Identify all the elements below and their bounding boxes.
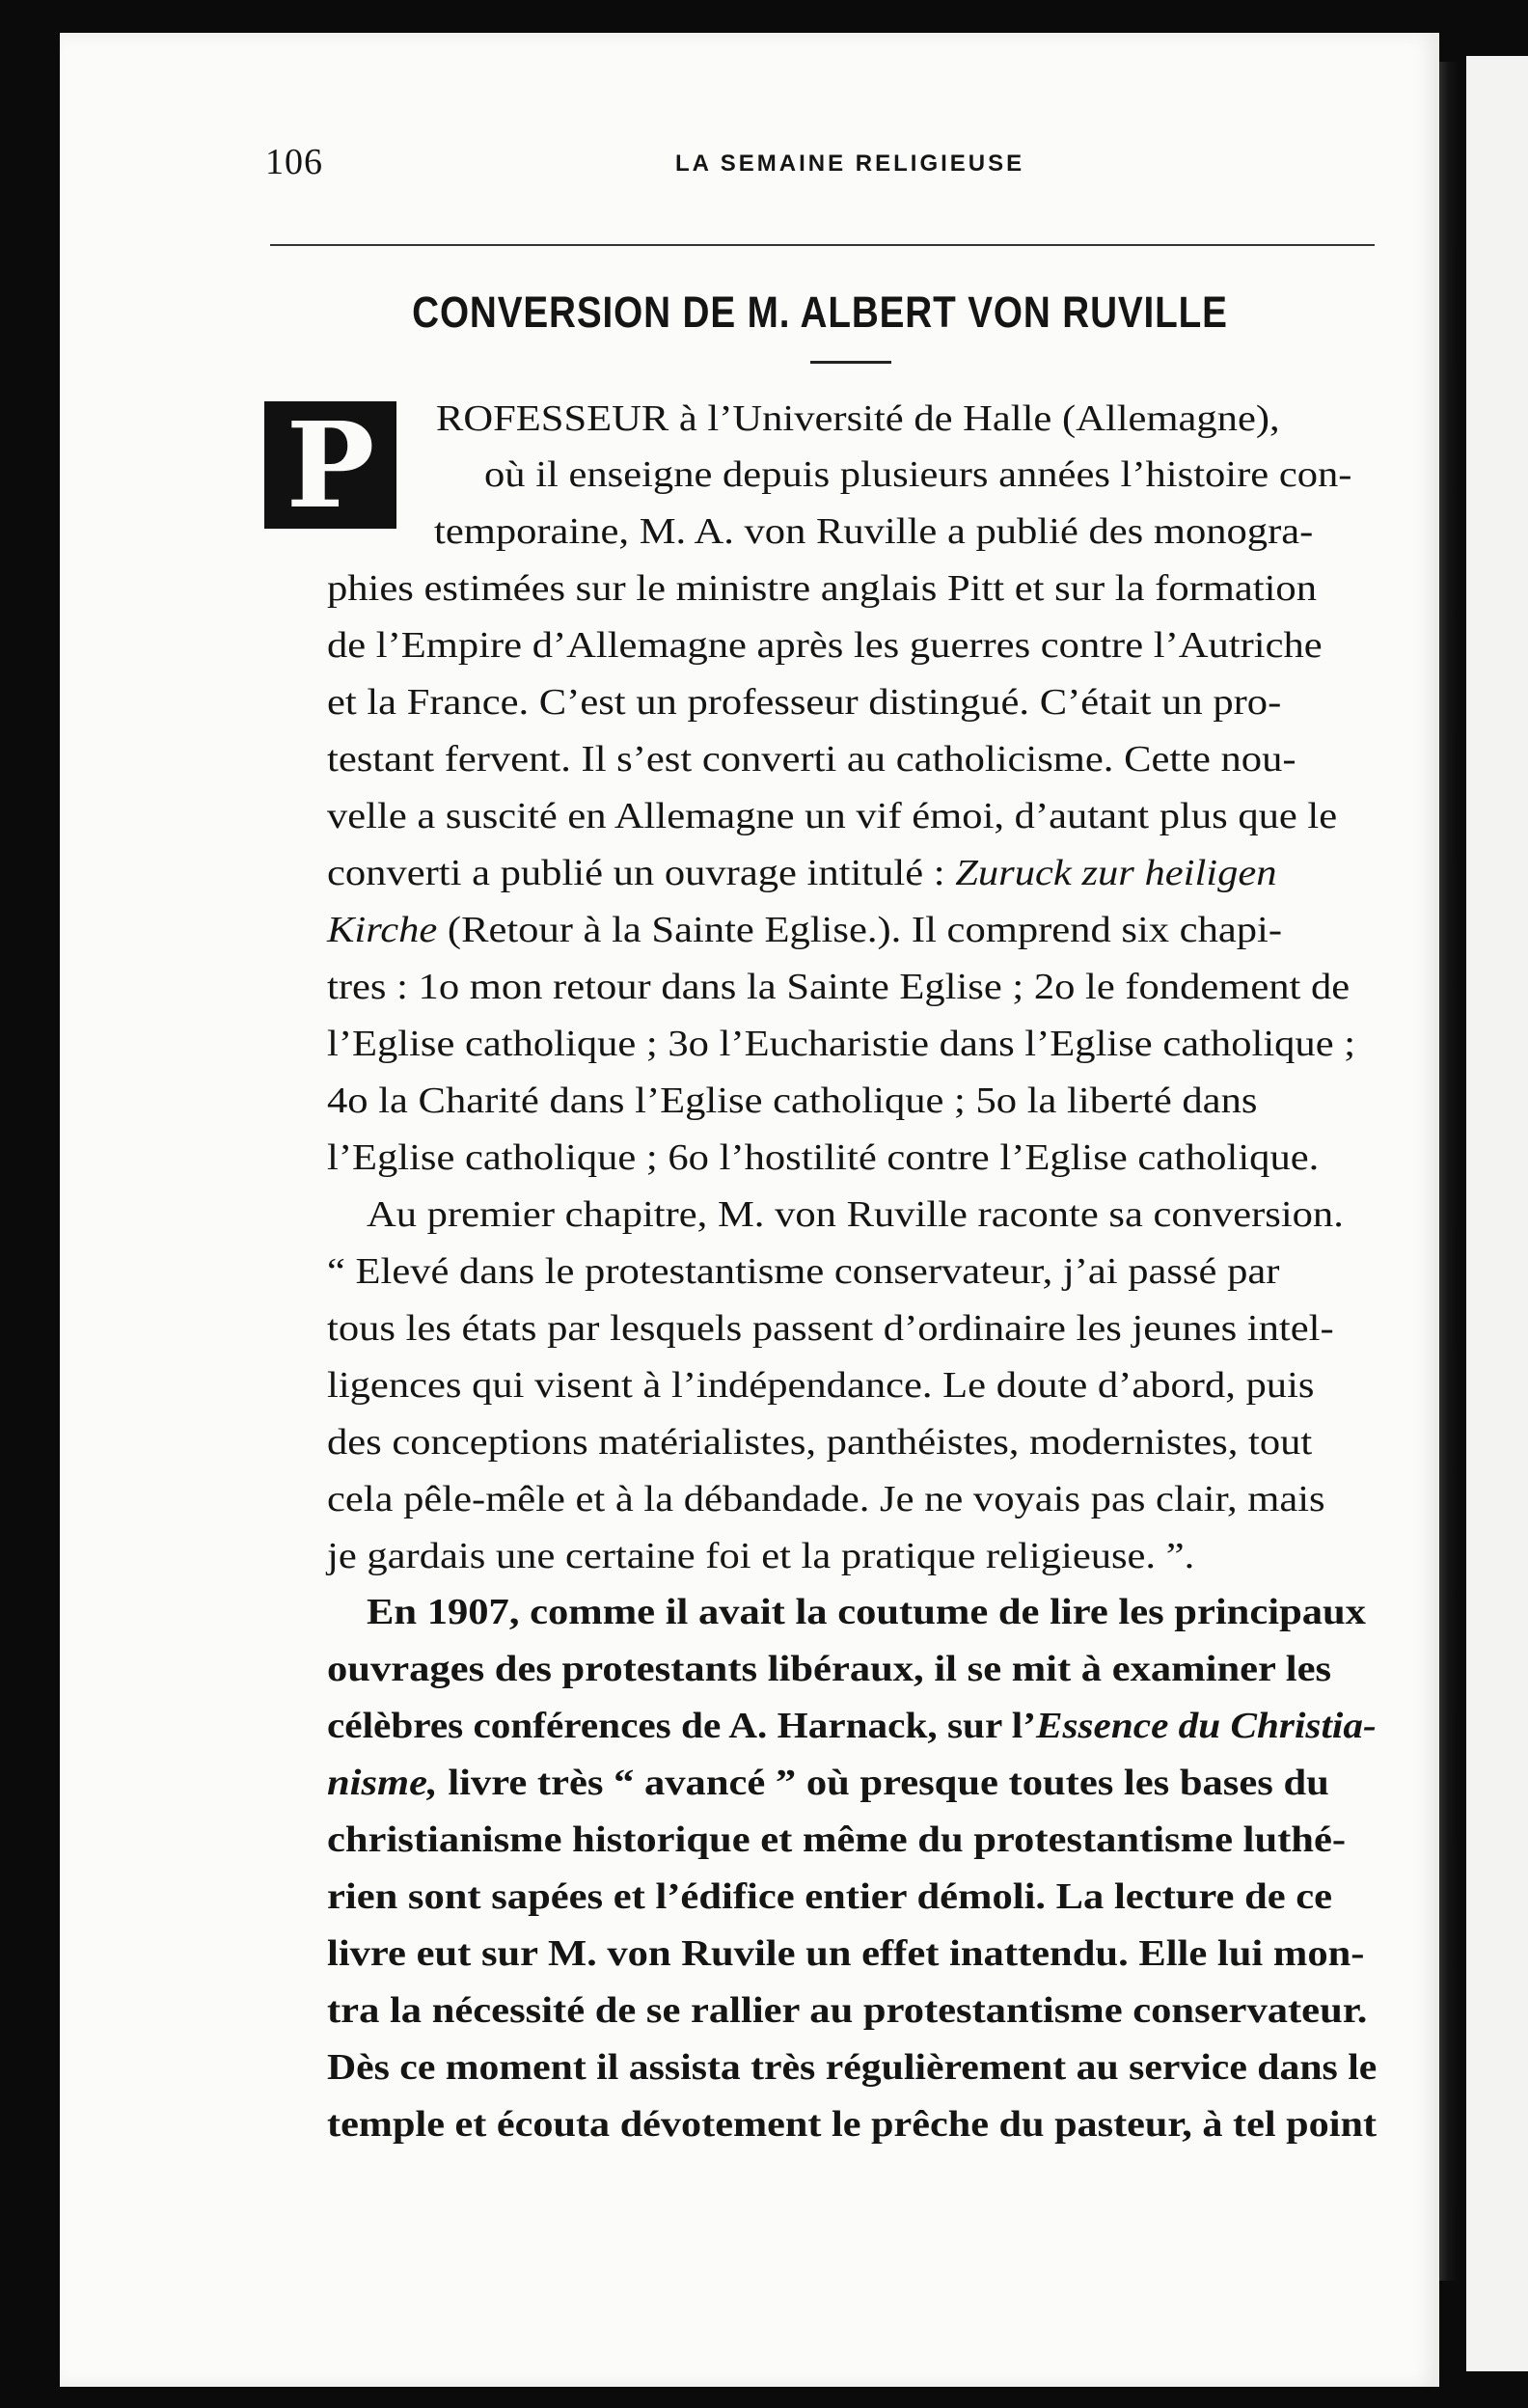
text-line-9: converti a publié un ouvrage intitulé : Zuruck zur heiligen: [327, 853, 1277, 893]
text-line-21: je gardais une certaine foi et la pratique religieuse. ”.: [327, 1536, 1195, 1576]
text-line-22: En 1907, comme il avait la coutume de lire les principaux: [367, 1592, 1366, 1632]
text-line-20: cela pêle-mêle et à la débandade. Je ne voyais pas clair, mais: [327, 1479, 1325, 1519]
text-line-11: tres : 1o mon retour dans la Sainte Eglise ; 2o le fondement de: [327, 967, 1351, 1007]
text-line-19: des conceptions matérialistes, panthéistes, modernistes, tout: [327, 1422, 1313, 1463]
text-line-29: tra la nécessité de se rallier au protestantisme conservateur.: [327, 1990, 1368, 2031]
text-line-15: Au premier chapitre, M. von Ruville raconte sa conversion.: [367, 1194, 1344, 1235]
title-rule: [810, 361, 891, 364]
text-line-4: phies estimées sur le ministre anglais Pitt et sur la formation: [327, 568, 1317, 609]
text-line-7: testant fervent. Il s’est converti au catholicisme. Cette nou-: [327, 739, 1296, 780]
journal-title: LA SEMAINE RELIGIEUSE: [675, 150, 1025, 177]
text-line-12: l’Eglise catholique ; 3o l’Eucharistie dans l’Eglise catholique ;: [327, 1024, 1356, 1064]
text-line-3: temporaine, M. A. von Ruville a publié des monogra-: [434, 511, 1314, 552]
text-line-16: “ Elevé dans le protestantisme conservateur, j’ai passé par: [327, 1251, 1280, 1292]
initial-rule: [264, 527, 396, 529]
text-line-10: Kirche (Retour à la Sainte Eglise.). Il comprend six chapi-: [327, 910, 1283, 950]
header-rule: [270, 244, 1375, 246]
running-head: [265, 141, 1375, 189]
text-line-17: tous les états par lesquels passent d’ordinaire les jeunes intel-: [327, 1308, 1334, 1349]
text-line-28: livre eut sur M. von Ruvile un effet inattendu. Elle lui mon-: [327, 1933, 1365, 1974]
ornamental-initial: P: [264, 401, 396, 529]
text-line-2: où il enseigne depuis plusieurs années l’histoire con-: [484, 454, 1352, 495]
page-number: 106: [265, 142, 323, 182]
text-line-27: rien sont sapées et l’édifice entier démoli. La lecture de ce: [327, 1876, 1333, 1917]
facing-page-edge: [1466, 56, 1528, 2371]
text-line-13: 4o la Charité dans l’Eglise catholique ; 5o la liberté dans: [327, 1081, 1258, 1121]
text-line-18: ligences qui visent à l’indépendance. Le doute d’abord, puis: [327, 1365, 1315, 1406]
text-line-26: christianisme historique et même du protestantisme luthé-: [327, 1820, 1347, 1860]
text-line-25: nisme, livre très “ avancé ” où presque toutes les bases du: [327, 1763, 1329, 1803]
article-title: CONVERSION DE M. ALBERT VON RUVILLE: [412, 287, 1228, 337]
text-line-24: célèbres conférences de A. Harnack, sur l’Essence du Christia-: [327, 1706, 1377, 1746]
text-line-14: l’Eglise catholique ; 6o l’hostilité contre l’Eglise catholique.: [327, 1137, 1320, 1178]
text-line-1: ROFESSEUR à l’Université de Halle (Allemagne),: [436, 398, 1280, 439]
text-line-23: ouvrages des protestants libéraux, il se mit à examiner les: [327, 1649, 1332, 1689]
text-line-5: de l’Empire d’Allemagne après les guerres contre l’Autriche: [327, 625, 1323, 666]
text-line-31: temple et écouta dévotement le prêche du pasteur, à tel point: [327, 2104, 1378, 2145]
text-line-30: Dès ce moment il assista très régulièrement au service dans le: [327, 2047, 1378, 2088]
text-line-8: velle a suscité en Allemagne un vif émoi, d’autant plus que le: [327, 796, 1338, 836]
text-line-6: et la France. C’est un professeur distingué. C’était un pro-: [327, 682, 1282, 723]
